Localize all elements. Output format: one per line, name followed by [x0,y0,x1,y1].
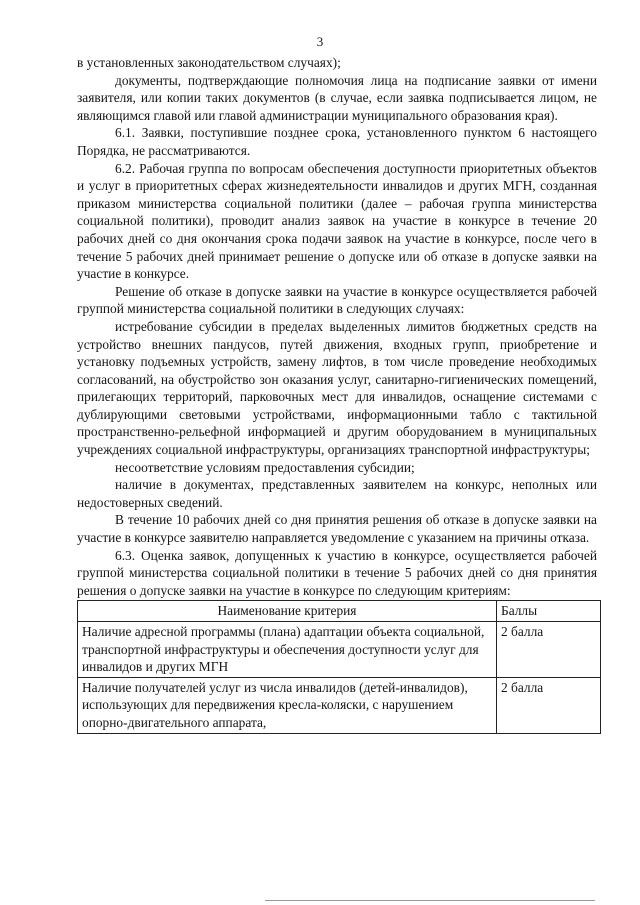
score-cell: 2 балла [497,622,601,678]
criterion-cell: Наличие получателей услуг из числа инвалидов (детей-инвалидов), использующих для передвижения кресла-коляски, с нарушением опорно-двигательного аппарата, [78,677,497,733]
criteria-table [77,600,601,733]
score-header: Баллы [497,601,601,622]
paragraph: истребование субсидии в пределах выделенных лимитов бюджетных средств на устройство внешних пандусов, путей движения, входных групп, приобретение и установку подъемных устройств, замену лифтов, в том числе проведение необходимых согласований, на обустройство зон оказания услуг, санитарно-гигиенических помещений, прилегающих территорий, парковочных мест для инвалидов, оснащение системами с дублирующими световыми устройствами, информационными табло с тактильной пространственно-рельефной информацией и другим оборудованием в муниципальных учреждениях социальной инфраструктуры, организациях транспортной инфраструктуры; [77,318,597,458]
criterion-cell: Наличие адресной программы (плана) адаптации объекта социальной, транспортной инфраструктуры и обеспечения доступности услуг для инвалидов и других МГН [78,622,497,678]
paragraph: 6.1. Заявки, поступившие позднее срока, установленного пунктом 6 настоящего Порядка, не рассматриваются. [77,125,597,158]
table-header-row [78,601,601,622]
criterion-header: Наименование критерия [78,601,497,622]
paragraph: в установленных законодательством случаях); [77,55,341,70]
paragraph: 6.3. Оценка заявок, допущенных к участию в конкурсе, осуществляется рабочей группой министерства социальной политики в течение 5 рабочих дней со дня принятия решения о допуске заявки на участие в конкурсе по следующим критериям: [77,547,597,598]
paragraph: В течение 10 рабочих дней со дня принятия решения об отказе в допуске заявки на участие в конкурсе заявителю направляется уведомление с указанием на причины отказа. [77,512,597,546]
bottom-rule [265,900,595,901]
table-row [78,622,601,678]
paragraph: несоответствие условиям предоставления субсидии; [115,459,415,475]
document-body [77,54,597,734]
page-number: 3 [316,34,324,49]
paragraph: Решение об отказе в допуске заявки на участие в конкурсе осуществляется рабочей группой министерства социальной политики в следующих случаях: [77,283,597,317]
score-cell: 2 балла [497,677,601,733]
paragraph: 6.2. Рабочая группа по вопросам обеспечения доступности приоритетных объектов и услуг в приоритетных сферах жизнедеятельности инвалидов и других МГН, созданная приказом министерства социальной политики (далее – рабочая группа министерства социальной политики), проводит анализ заявок на участие в конкурсе в течение 20 рабочих дней со дня окончания срока подачи заявок на участие в конкурсе, после чего в течение 5 рабочих дней принимает решение о допуске или об отказе в допуске заявки на участие в конкурсе. [77,160,597,282]
paragraph: наличие в документах, представленных заявителем на конкурс, неполных или недостоверных сведений. [77,477,597,510]
paragraph: документы, подтверждающие полномочия лица на подписание заявки от имени заявителя, или копии таких документов (в случае, если заявка подписывается лицом, не являющимся главой или главой администрации муниципального образования края). [77,72,597,123]
table-row [78,677,601,733]
